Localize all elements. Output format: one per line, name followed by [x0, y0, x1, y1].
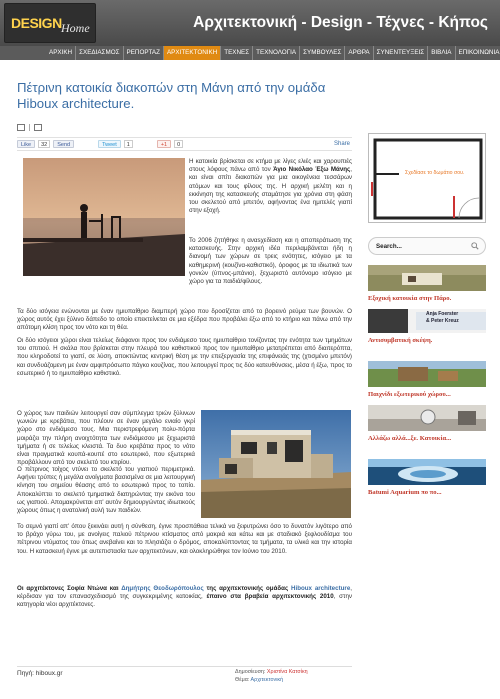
- p1-location: Άγιο Νικόλαο Έξω Μάνης: [273, 166, 351, 174]
- post-thumbnail[interactable]: [368, 405, 486, 431]
- playground-thumb-graphic: [368, 361, 486, 387]
- facebook-like-button[interactable]: Like: [17, 140, 35, 148]
- aquarium-thumb-graphic: [368, 459, 486, 485]
- paragraph-3: Τα δύο ισόγεια ενώνονται με έναν ημιυπαίθριο διαμπερή χώρο που δροσίζεται από το βορεινό ρεύμα των βουνών. Ο χώρος αυτός έχει ξύλινο δάπεδο το οποίο επεκτείνεται σε μια εξέδρα που προβάλει έξω από το κτήριο και πάνω από την απότομη κλίση προς τον νότο και τη θέα.: [17, 308, 352, 332]
- post-title[interactable]: Αλλάζω αλλά...ξε. Κατοικία...: [368, 435, 452, 442]
- architect-link[interactable]: Δημήτρης Θεοδωρόπουλος: [121, 585, 204, 592]
- site-title: Αρχιτεκτονική - Design - Τέχνες - Κήπος: [193, 14, 488, 31]
- floorplan-graphic: [369, 134, 486, 223]
- author-link[interactable]: Χριστίνα Κατσίκη: [266, 669, 308, 675]
- sidebar-ad-floorplan[interactable]: [368, 133, 486, 223]
- topic-label: Θέμα:: [235, 677, 250, 683]
- meta-topic: [235, 676, 352, 684]
- p8-architects: Οι αρχιτέκτονες Σοφία Ντώνα και: [17, 585, 122, 592]
- p8-text: , κέρδισαν για τον επανασχεδιασμό της συγκεκριμένης κατοικίας,: [17, 585, 352, 601]
- nav-item-contact[interactable]: ΕΠΙΚΟΙΝΩΝΙΑ: [456, 46, 500, 60]
- post-brand-a: Anja Foerster: [426, 311, 459, 317]
- nav-item-arts[interactable]: ΤΕΧΝΕΣ: [221, 46, 253, 60]
- paragraph-1: [189, 158, 352, 215]
- like-count: 32: [38, 140, 50, 148]
- topic-link[interactable]: Αρχιτεκτονική: [250, 677, 284, 683]
- nav-item-design[interactable]: ΣΧΕΔΙΑΣΜΟΣ: [76, 46, 123, 60]
- nav-item-reportage[interactable]: ΡΕΠΟΡΤΑΖ: [124, 46, 164, 60]
- article: [17, 80, 353, 683]
- site-logo[interactable]: [4, 3, 96, 43]
- sidebar-post[interactable]: [368, 459, 486, 496]
- nav-item-home[interactable]: ΑΡΧΙΚΗ: [46, 46, 76, 60]
- paragraph-5: Ο χώρος των παιδιών λειτουργεί σαν σύμπλεγμα τριών ξύλινων γωνιών με κρεβάτια, που πλέουν σε έναν μεγάλο ενιαίο γκρί χώρο στο ενδιάμεσο τους. Μια περιστρεφόμενη πολυ-πόρτα μοιράζει την πλήρη ανοιχτότητα των ενδιάμεσου με ξεχωριστά τμήματα ή σε τελείως κλειστά. Τα δυο κρεβάτια προς το νότο είναι πραγματικά κουπά-κουπέ στο εσωτερικό, που εξωτερικά προβάλλουν από τον σκελετό του κτιρίου.: [17, 410, 195, 467]
- post-title[interactable]: Παιχνίδι εξωτερικού χώρου...: [368, 391, 451, 398]
- gplus-button[interactable]: +1: [157, 140, 171, 148]
- search-input[interactable]: Search...: [376, 243, 402, 250]
- gplus-count: 0: [174, 140, 183, 148]
- nav-item-interviews[interactable]: ΣΥΝΕΝΤΕΥΞΕΙΣ: [374, 46, 429, 60]
- p1-post: , και είναι σπίτι διακοπών για μια οικογένεια τεσσάρων ατόμων και τους φίλους της. Η αρχική μελέτη και η εκκίνηση της κατασκευής σταμάτησε για χρόνια στη φάση του σκελετού από μπετόν, αφήνοντας ένα ημιτελές γιαπί στην εξοχή.: [189, 166, 353, 215]
- main-nav: [46, 46, 500, 60]
- print-icon[interactable]: [17, 124, 25, 131]
- share-link[interactable]: Share: [333, 141, 350, 147]
- email-icon[interactable]: [34, 124, 42, 131]
- nav-item-technology[interactable]: ΤΕΧΝΟΛΟΓΙΑ: [253, 46, 300, 60]
- p8-award: έπαινο στα βραβεία αρχιτεκτονικής 2010: [206, 593, 334, 601]
- article-source: Πηγή: hiboux.gr: [17, 670, 63, 677]
- search-icon[interactable]: [471, 242, 479, 250]
- paragraph-7: Το σεμνό γιαπί απ' όπου ξεκινάει αυτή η σύνθεση, έγινε προσπάθεια τελικά να ξεφυτρώνει όσο το δυνατόν λιγότερο από το βράχο γύρω του, με ανοίγεις παλιού πέτρινου κτίσματος από μακριά και κάτω και με σταδιακό ξεφλουδίσμα του πέτρινου ντύματος του όπως ανεβαίνει και το πλησιάζει ο δρόμος, αποκαλύπτοντας τα τμήματα, τα υλικά και την ιστορία του. Η κατασκευή έγινε με αυτεπιστασία των αρχιτεκτόνων, και ολοκληρώθηκε τον Ιούνιο του 2010.: [17, 523, 352, 555]
- p1-pre: Η κατοικία βρίσκεται σε κτήμα με λίγες ελιές και χαρουπιές στους λόφους πάνω από τον: [189, 158, 352, 174]
- paros-thumb-graphic: [368, 265, 486, 291]
- hiboux-link[interactable]: Hiboux architecture: [291, 585, 351, 592]
- nav-item-advice[interactable]: ΣΥΜΒΟΥΛΕΣ: [300, 46, 345, 60]
- post-brand-b: & Peter Kreuz: [426, 318, 459, 324]
- article-meta: [235, 668, 352, 684]
- sidebar-post[interactable]: [368, 405, 486, 442]
- post-thumbnail[interactable]: [368, 361, 486, 387]
- tweet-count: 1: [124, 140, 133, 148]
- ad-caption: Σχεδίασε το δωμάτιο σου.: [405, 170, 465, 176]
- nav-item-architecture[interactable]: ΑΡΧΙΤΕΚΤΟΝΙΚΗ: [164, 46, 221, 60]
- post-thumbnail[interactable]: [368, 265, 486, 291]
- tweet-button[interactable]: Tweet: [98, 140, 121, 148]
- published-label: Δημοσίευση:: [235, 669, 266, 675]
- sidebar-post[interactable]: [368, 361, 486, 398]
- terrace-photo-graphic: [23, 158, 185, 276]
- search-box[interactable]: [368, 237, 486, 255]
- facebook-send-button[interactable]: Send: [53, 140, 74, 148]
- post-title[interactable]: Batumi Aquarium πο πο...: [368, 489, 442, 496]
- paragraph-2: Το 2006 ζητήθηκε η αναsχεδίαση και η αποπεράτωση της κατασκευής. Στην αρχική ιδέα περιλαμβάνεται ήδη η διανομή των χώρων σε τρεις ενότητες, ισόγειο με τα καθημερινή (κουζίνα-καθιστικό), όροφος με τα ιδιωτικά των γονιών (ύπνος-μπάνιο), ξεχωριστό αυτόνομο ισόγειο με χώρο για τα παιδιά/φίλους.: [189, 237, 352, 286]
- article-photo-terrace: [23, 158, 185, 276]
- paragraph-4: Οι δύο ισόγειοι χώροι είναι τελείως διάφανοι προς τον ενδιάμεσο τους ημιυπαίθριο τονίζοντας την ενότητα των τμημάτων του σπιτιού. Η σκάλα που βρίσκεται στην πλευρά του καθιστικού προς τον ημιυπαίθριο μετατρέπεται από διαιτερόπτα, που κληροδοτεί το γιαπί, σε λύση, αποκτώντας κεντρική θέση με την επεξεργασία της επιφάνειάς της (χτισμένο μπετόν) και συνδυάζομενη με έναν αμφιπρόσωπο πάγκο κουζίνας, που λειτουργεί προς τις δύο κατευθύνσεις, μέσα ή έξω, προς το εσωτερικό ή το ημιυπαίθριο καθιστικό.: [17, 337, 352, 377]
- logo-secondary-text: Home: [61, 21, 90, 35]
- share-bar: [17, 137, 352, 151]
- post-thumbnail[interactable]: [368, 459, 486, 485]
- p8-mid: της αρχιτεκτονικής ομάδας: [203, 585, 292, 592]
- post-title[interactable]: Αντισυμβατική σκέψη.: [368, 337, 433, 344]
- house-photo-graphic: [201, 410, 351, 518]
- post-title[interactable]: Εξοχική κατοικία στην Πάρο.: [368, 295, 452, 302]
- article-footer-divider: [17, 666, 352, 667]
- logo-primary-text: DESIGN: [11, 15, 62, 31]
- paragraph-8: [17, 585, 352, 610]
- article-title: Πέτρινη κατοικία διακοπών στη Μάνη από την ομάδα Hiboux architecture.: [17, 80, 326, 111]
- p8-end: , στην κατηγορία νέοι αρχιτέκτονες.: [17, 593, 352, 609]
- sidebar-post[interactable]: [368, 309, 486, 344]
- paragraph-6: Ο πέτρινος τοίχος ντύνει το σκελετό του γιαπιού περιμετρικά. Αφήνει τρύπες ή μεγάλα ανοίγματα βασισμένα σε μια λειτουργική κίνηση του σημείου θέασης από το εσωτερικό προς το τοπίο. Αποκαλύπτει το σκελετό τμηματικά διατηρώντας την εικόνα του ως γιαπιού. Απομακρύνεται απ' αυτόν δημιουργώντας ιδιωτικούς χώρους όπως η ανατολική αυλή των παιδιών.: [17, 466, 195, 515]
- tool-divider: [29, 124, 30, 131]
- article-photo-house: [201, 410, 351, 518]
- interior-thumb-graphic: [368, 405, 486, 431]
- nav-item-articles[interactable]: ΑΡΘΡΑ: [345, 46, 373, 60]
- site-header: [0, 0, 500, 60]
- nav-item-books[interactable]: ΒΙΒΛΙΑ: [428, 46, 455, 60]
- sidebar-post[interactable]: [368, 265, 486, 302]
- post-thumbnail[interactable]: [368, 309, 486, 333]
- meta-published: [235, 668, 352, 676]
- article-tools: [17, 124, 42, 131]
